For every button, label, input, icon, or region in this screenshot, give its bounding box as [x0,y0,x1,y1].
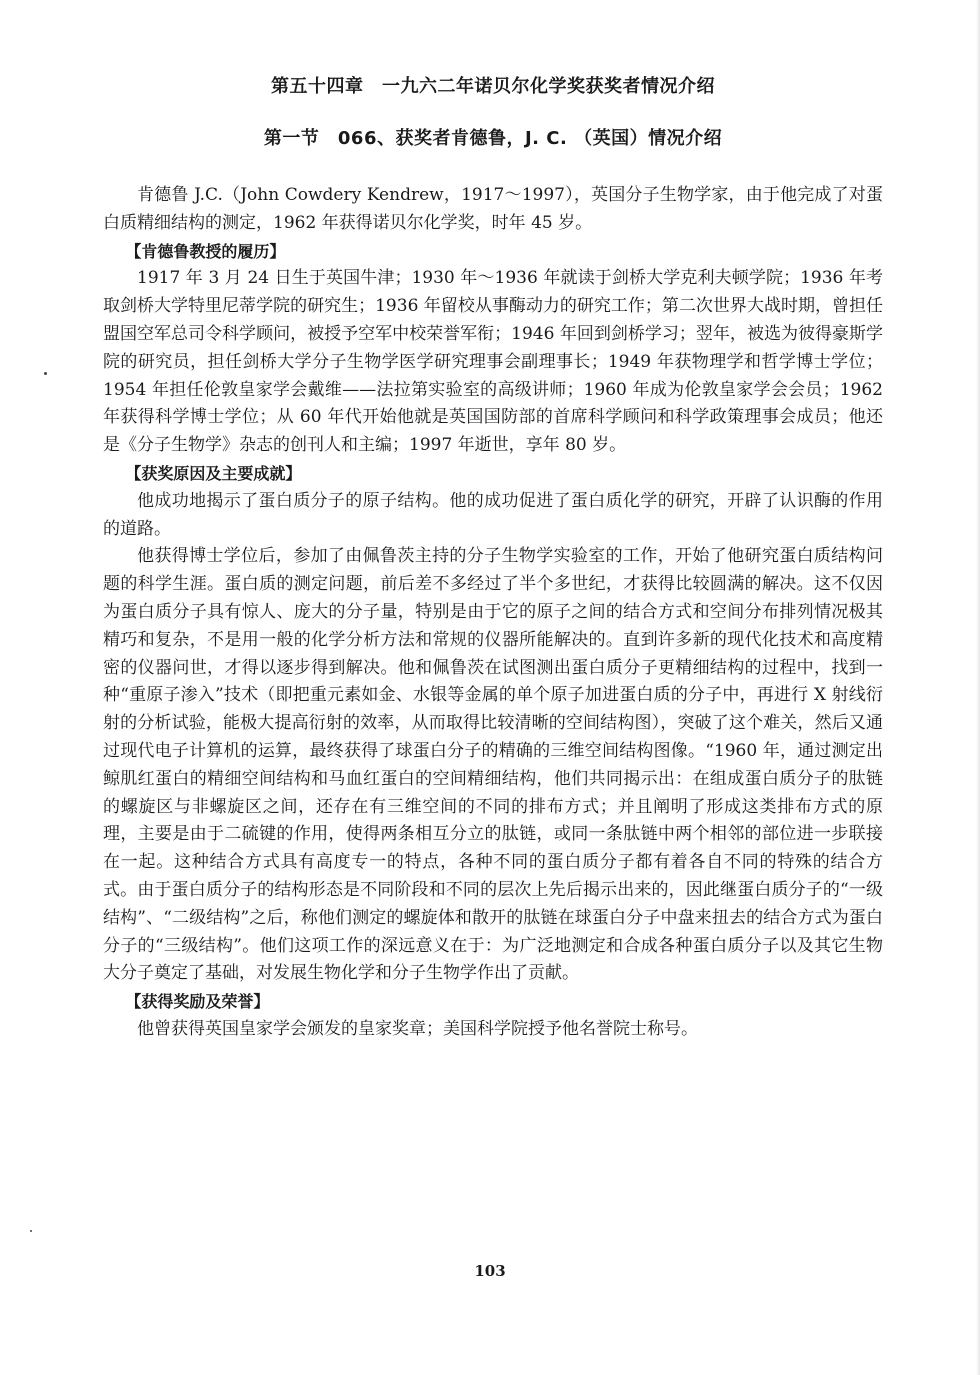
section-title: 第一节 066、获奖者肯德鲁，J. C. （英国）情况介绍 [263,128,723,149]
intro-paragraph: 肯德鲁 J.C.（John Cowdery Kendrew，1917～1997），英国分子生物学家，由于他完成了对蛋白质精细结构的测定，1962 年获得诺贝尔化学奖，时年 45 岁。 [103,185,883,233]
page [103,70,883,1044]
page-number: 103 [474,1262,506,1280]
chapter-title: 第五十四章 一九六二年诺贝尔化学奖获奖者情况介绍 [271,76,715,97]
scan-speck [30,1230,32,1232]
article-body [103,182,883,1044]
achievements-heading: 【获奖原因及主要成就】 [125,463,302,483]
scan-speck [44,372,47,375]
resume-heading: 【肯德鲁教授的履历】 [125,241,286,261]
honors-paragraph: 他曾获得英国皇家学会颁发的皇家奖章；美国科学院授予他名誉院士称号。 [137,1018,698,1039]
scan-edge [976,0,980,1375]
achievements-paragraph-1: 他成功地揭示了蛋白质分子的原子结构。他的成功促进了蛋白质化学的研究，开辟了认识酶的作用的道路。 [103,490,883,539]
honors-heading: 【获得奖励及荣誉】 [125,992,270,1012]
achievements-paragraph-2: 他获得博士学位后，参加了由佩鲁茨主持的分子生物学实验室的工作，开始了他研究蛋白质结构问题的科学生涯。蛋白质的测定问题，前后差不多经过了半个多世纪，才获得比较圆满的解决。这不仅因为蛋白质分子具有惊人、庞大的分子量，特别是由于它的原子之间的结合方式和空间分布排列情况极其精巧和复杂，不是用一般的化学分析方法和常规的仪器所能解决的。直到许多新的现代化技术和高度精密的仪器问世，才得以逐步得到解决。他和佩鲁茨在试图测出蛋白质分子更精细结构的过程中，找到一种“重原子渗入”技术（即把重元素如金、水银等金属的单个原子加进蛋白质的分子中，再进行 X 射线衍射的分析试验，能极大提高衍射的效率，从而取得比较清晰的空间结构图），突破了这个难关，然后又通过现代电子计算机的运算，最终获得了球蛋白分子的精确的三维空间结构图像。“1960 年，通过测定出鲸肌红蛋白的精细空间结构和马血红蛋白的空间精细结构，他们共同揭示出：在组成蛋白质分子的肽链的螺旋区与非螺旋区之间，还存在有三维空间的不同的排布方式；并且阐明了形成这类排布方式的原理，主要是由于二硫键的作用，使得两条相互分立的肽链，或同一条肽链中两个相邻的部位进一步联接在一起。这种结合方式具有高度专一的特点，各种不同的蛋白质分子都有着各自不同的特殊的结合方式。由于蛋白质分子的结构形态是不同阶段和不同的层次上先后揭示出来的，因此继蛋白质分子的“一级结构”、“二级结构”之后，称他们测定的螺旋体和散开的肽链在球蛋白分子中盘来扭去的结合方式为蛋白分子的“三级结构”。他们这项工作的深远意义在于：为广泛地测定和合成各种蛋白质分子以及其它生物大分子奠定了基础，对发展生物化学和分子生物学作出了贡献。 [103,546,883,984]
resume-paragraph: 1917 年 3 月 24 日生于英国牛津；1930 年～1936 年就读于剑桥大学克利夫顿学院；1936 年考取剑桥大学特里尼蒂学院的研究生；1936 年留校从事酶动力的研究工作；第二次世界大战时期，曾担任盟国空军总司令科学顾问，被授予空军中校荣誉军衔；1946 年回到剑桥学习；翌年，被选为彼得豪斯学院的研究员，担任剑桥大学分子生物学医学研究理事会副理事长；1949 年获物理学和哲学博士学位；1954 年担任伦敦皇家学会戴维——法拉第实验室的高级讲师；1960 年成为伦敦皇家学会会员；1962 年获得科学博士学位；从 60 年代开始他就是英国国防部的首席科学顾问和科学政策理事会成员；他还是《分子生物学》杂志的创刊人和主编；1997 年逝世，享年 80 岁。 [103,268,883,456]
